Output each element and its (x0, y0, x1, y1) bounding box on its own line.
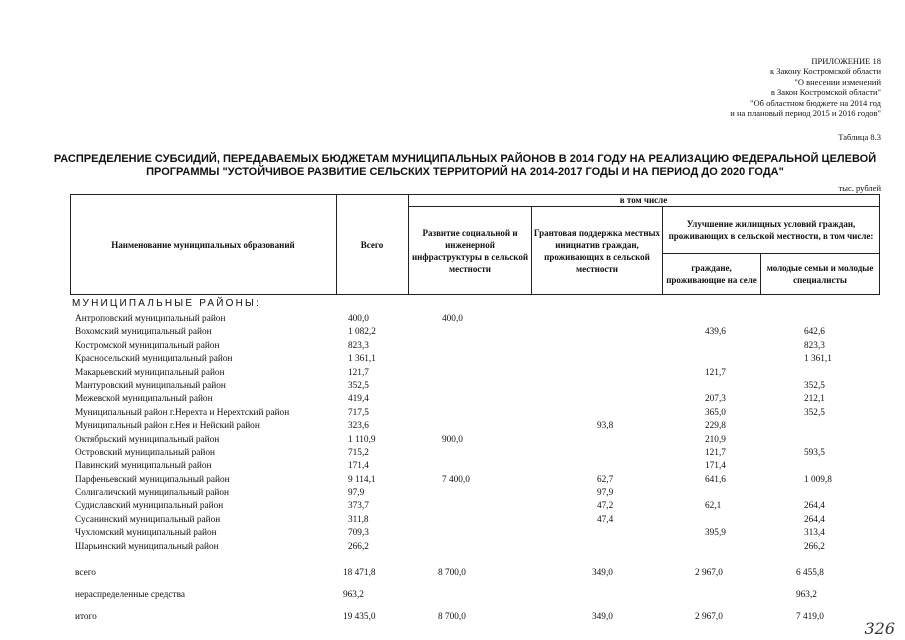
cell-total: 1 082,2 (348, 327, 376, 338)
table-number: Таблица 8.3 (838, 132, 881, 142)
cell-young: 264,4 (804, 501, 825, 512)
cell-citizens: 121,7 (705, 447, 726, 458)
appendix-line: "О внесении изменений (794, 76, 881, 87)
cell-name: Муниципальный район г.Нея и Нейский район (75, 421, 260, 432)
table-row (75, 326, 875, 339)
cell-total: 19 435,0 (343, 612, 376, 622)
cell-total: 266,2 (348, 541, 369, 552)
cell-grant: 62,7 (597, 474, 614, 485)
cell-young: 1 361,1 (804, 354, 832, 365)
cell-young: 6 455,8 (796, 568, 824, 578)
cell-name: Муниципальный район г.Нерехта и Нерехтский район (75, 407, 290, 418)
total-row-unallocated (75, 588, 875, 602)
cell-citizens: 365,0 (705, 407, 726, 418)
table-row (75, 313, 875, 326)
table-row (75, 434, 875, 447)
cell-young: 1 009,8 (804, 474, 832, 485)
cell-young: 352,5 (804, 407, 825, 418)
cell-young: 266,2 (804, 541, 825, 552)
cell-citizens: 229,8 (705, 421, 726, 432)
cell-young: 963,2 (796, 590, 817, 600)
cell-total: 121,7 (348, 367, 369, 378)
cell-citizens: 210,9 (705, 434, 726, 445)
cell-citizens: 2 967,0 (695, 568, 723, 578)
table-row (75, 380, 875, 393)
appendix-line: ПРИЛОЖЕНИЕ 18 (811, 56, 881, 66)
appendix-line: "Об областном бюджете на 2014 год (750, 97, 881, 108)
cell-total: 963,2 (343, 590, 364, 600)
cell-name: Шарьинский муниципальный район (75, 541, 219, 552)
cell-young: 352,5 (804, 380, 825, 391)
table-row (75, 340, 875, 353)
table-row (75, 487, 875, 500)
section-heading: МУНИЦИПАЛЬНЫЕ РАЙОНЫ: (72, 298, 262, 309)
cell-total: 311,8 (348, 514, 369, 525)
cell-total: 709,3 (348, 528, 369, 539)
cell-name: Мантуровский муниципальный район (75, 380, 226, 391)
cell-social: 900,0 (442, 434, 463, 445)
cell-social: 8 700,0 (438, 612, 466, 622)
cell-young: 7 419,0 (796, 612, 824, 622)
table-row (75, 407, 875, 420)
total-row-sum (75, 566, 875, 580)
cell-citizens: 395,9 (705, 528, 726, 539)
cell-total: 18 471,8 (343, 568, 376, 578)
cell-total: 717,5 (348, 407, 369, 418)
cell-total: 419,4 (348, 394, 369, 405)
cell-name: Красносельский муниципальный район (75, 354, 233, 365)
header-including: в том числе (619, 195, 668, 205)
cell-social: 8 700,0 (438, 568, 466, 578)
cell-citizens: 121,7 (705, 367, 726, 378)
cell-citizens: 641,6 (705, 474, 726, 485)
cell-name: Макарьевский муниципальный район (75, 367, 225, 378)
cell-grant: 47,2 (597, 501, 614, 512)
table-row (75, 367, 875, 380)
border-social-grant (531, 206, 532, 295)
table-row (75, 420, 875, 433)
header-housing: Улучшение жилищных условий граждан, проживающих в сельской местности, в том числе: (668, 219, 874, 241)
header-citizens: граждане, проживающие на селе (666, 263, 757, 285)
cell-name: Антроповский муниципальный район (75, 314, 226, 324)
cell-name: Солигаличский муниципальный район (75, 488, 229, 499)
cell-total: 1 361,1 (348, 354, 376, 365)
cell-total: 97,9 (348, 488, 365, 499)
cell-total: 715,2 (348, 447, 369, 458)
cell-citizens: 439,6 (705, 327, 726, 338)
cell-total: 1 110,9 (348, 434, 376, 445)
cell-name: Парфеньевский муниципальный район (75, 474, 230, 485)
cell-total: 400,0 (348, 314, 369, 324)
district-rows (75, 313, 875, 554)
cell-name: Судиславский муниципальный район (75, 501, 224, 512)
cell-name: Межевской муниципальный район (75, 394, 213, 405)
table-row (75, 460, 875, 473)
cell-name: нераспределенные средства (75, 590, 185, 600)
cell-young: 313,4 (804, 528, 825, 539)
cell-citizens: 207,3 (705, 394, 726, 405)
table-row (75, 393, 875, 406)
cell-total: 373,7 (348, 501, 369, 512)
cell-name: Островский муниципальный район (75, 447, 215, 458)
cell-total: 823,3 (348, 340, 369, 351)
cell-name: Сусанинский муниципальный район (75, 514, 221, 525)
total-row-grand (75, 610, 875, 624)
cell-name: всего (75, 568, 96, 578)
cell-name: Павинский муниципальный район (75, 461, 212, 472)
cell-grant: 47,4 (597, 514, 614, 525)
header-social: Развитие социальной и инженерной инфраструктуры в сельской местности (411, 228, 529, 274)
appendix-block (730, 56, 881, 118)
cell-grant: 93,8 (597, 421, 614, 432)
units-label: тыс. рублей (838, 183, 881, 193)
table-row (75, 474, 875, 487)
page-number: 326 (864, 619, 895, 638)
cell-social: 7 400,0 (442, 474, 470, 485)
cell-name: Октябрьский муниципальный район (75, 434, 220, 445)
table-row (75, 447, 875, 460)
header-grant: Грантовая поддержка местных инициатив граждан, проживающих в сельской местности (533, 228, 661, 274)
table-row (75, 541, 875, 554)
appendix-line: к Закону Костромской области (770, 66, 881, 77)
table-row (75, 500, 875, 513)
border-total-social (408, 194, 409, 295)
cell-young: 823,3 (804, 340, 825, 351)
cell-total: 171,4 (348, 461, 369, 472)
cell-total: 352,5 (348, 380, 369, 391)
table-header (70, 194, 880, 295)
cell-young: 264,4 (804, 514, 825, 525)
appendix-line: в Закон Костромской области" (770, 87, 881, 98)
table-row (75, 527, 875, 540)
cell-name: Чухломский муниципальный район (75, 528, 217, 539)
cell-grant: 349,0 (592, 612, 613, 622)
cell-citizens: 2 967,0 (695, 612, 723, 622)
cell-name: Костромской муниципальный район (75, 340, 220, 351)
cell-total: 323,6 (348, 421, 369, 432)
cell-young: 642,6 (804, 327, 825, 338)
cell-young: 212,1 (804, 394, 825, 405)
cell-name: Вохомский муниципальный район (75, 327, 212, 338)
appendix-line: и на плановый период 2015 и 2016 годов" (730, 108, 881, 119)
header-young: молодые семьи и молодые специалисты (766, 263, 874, 285)
cell-young: 593,5 (804, 447, 825, 458)
cell-name: итого (75, 612, 97, 622)
header-name: Наименование муниципальных образований (111, 239, 295, 250)
table-row (75, 353, 875, 366)
document-title: РАСПРЕДЕЛЕНИЕ СУБСИДИЙ, ПЕРЕДАВАЕМЫХ БЮДЖЕТАМ МУНИЦИПАЛЬНЫХ РАЙОНОВ В 2014 ГОДУ НА РЕАЛИЗАЦИЮ ФЕДЕРАЛЬНОЙ ЦЕЛЕВОЙ ПРОГРАММЫ "УСТОЙЧИВОЕ РАЗВИТИЕ СЕЛЬСКИХ ТЕРРИТОРИЙ НА 2014-2017 ГОДЫ И НА ПЕРИОД ДО 2020 ГОДА" (53, 153, 877, 178)
cell-social: 400,0 (442, 314, 463, 324)
cell-citizens: 62,1 (705, 501, 722, 512)
header-total: Всего (360, 239, 384, 250)
cell-grant: 97,9 (597, 488, 614, 499)
cell-total: 9 114,1 (348, 474, 376, 485)
border-right (879, 194, 880, 295)
table-row (75, 514, 875, 527)
cell-grant: 349,0 (592, 568, 613, 578)
cell-citizens: 171,4 (705, 461, 726, 472)
